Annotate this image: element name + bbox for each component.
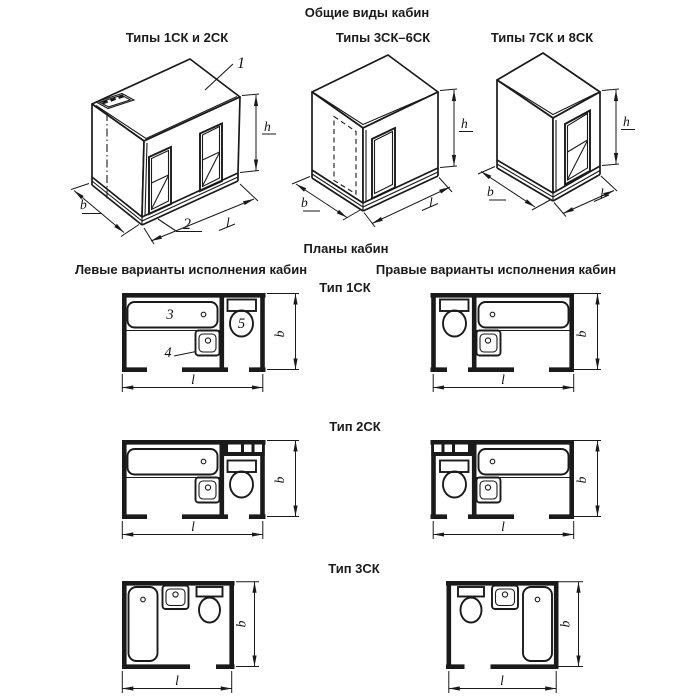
plan-geometry [122,581,235,669]
plan-geometry [122,440,266,519]
iso-view-7sk-8sk [466,44,652,234]
dim-h-label: h [461,116,468,131]
callout-1-number: 1 [237,55,245,72]
plans-title: Планы кабин [303,241,389,256]
type-3sk-label: Тип 3СК [328,561,380,576]
left-variants-header: Левые варианты исполнения кабин [74,262,308,277]
callout-4 [164,345,196,361]
callout-2 [158,216,202,233]
dim-b [267,294,299,370]
plan-geometry-mirrored [446,581,559,669]
dim-h-label: h [623,114,630,129]
dim-l [449,671,556,693]
dim-h-label: h [264,119,271,134]
dim-l [122,372,262,392]
page-title: Общие виды кабин [304,5,430,20]
plan-1sk-right [415,288,615,393]
dim-b-label: b [574,330,589,338]
iso-view-3sk-6sk [286,44,474,236]
plan-1sk-left [105,288,305,393]
iso-view-1sk-2sk [58,46,280,242]
dim-b-label: b [272,476,287,484]
plan-geometry-mirrored [431,293,575,372]
callout-2-number: 2 [183,216,191,233]
toilet [197,587,223,623]
dim-l [433,372,574,392]
dim-l-label: l [501,519,505,534]
bathtub [129,587,158,661]
toilet [228,461,257,498]
cabin-box [92,59,240,217]
type-2sk-label: Тип 2СК [329,419,381,434]
dim-l-label: l [175,673,179,688]
dim-b-label: b [80,197,87,212]
cabin-box [497,53,600,193]
view-label-3sk-6sk: Типы 3СК–6СК [335,30,431,45]
washbasin [196,478,220,503]
plan-3sk-left [105,570,305,697]
dim-b-label: b [487,184,494,199]
dim-l-label: l [226,215,230,230]
dim-l-label: l [429,195,433,210]
dim-h [602,89,635,166]
bathtub [127,449,220,478]
plan-2sk-right [415,435,615,540]
type-1sk-label: Тип 1СК [319,280,371,295]
dim-l-label: l [501,372,505,387]
washbasin [163,586,189,610]
plan-3sk-right [415,570,615,697]
plan-2sk-left [105,435,305,540]
dim-b [558,582,584,667]
view-label-1sk-2sk: Типы 1СК и 2СК [125,30,229,45]
dim-b-label: b [272,330,287,338]
dim-l [122,519,262,539]
dim-b [234,582,260,667]
dim-l [433,519,574,539]
vent-duct [224,440,265,456]
plan-geometry-mirrored [431,440,575,519]
dim-l-label: l [191,372,195,387]
washbasin [196,331,220,356]
dim-h [240,94,276,173]
dim-b-label: b [557,620,573,628]
dim-b-label: b [233,620,249,628]
dim-l-label: l [191,519,195,534]
dim-l-label: l [600,186,604,201]
dim-b-label: b [574,476,589,484]
callout-4-number: 4 [164,345,172,361]
right-variants-header: Правые варианты исполнения кабин [375,262,617,277]
dim-l [122,671,231,693]
callout-5-number: 5 [237,316,246,332]
callout-3-number: 3 [166,307,174,323]
dim-b-label: b [301,195,308,210]
dim-b [267,441,299,517]
plan-geometry [122,293,266,372]
dim-l-label: l [500,673,504,688]
view-label-7sk-8sk: Типы 7СК и 8СК [490,30,594,45]
